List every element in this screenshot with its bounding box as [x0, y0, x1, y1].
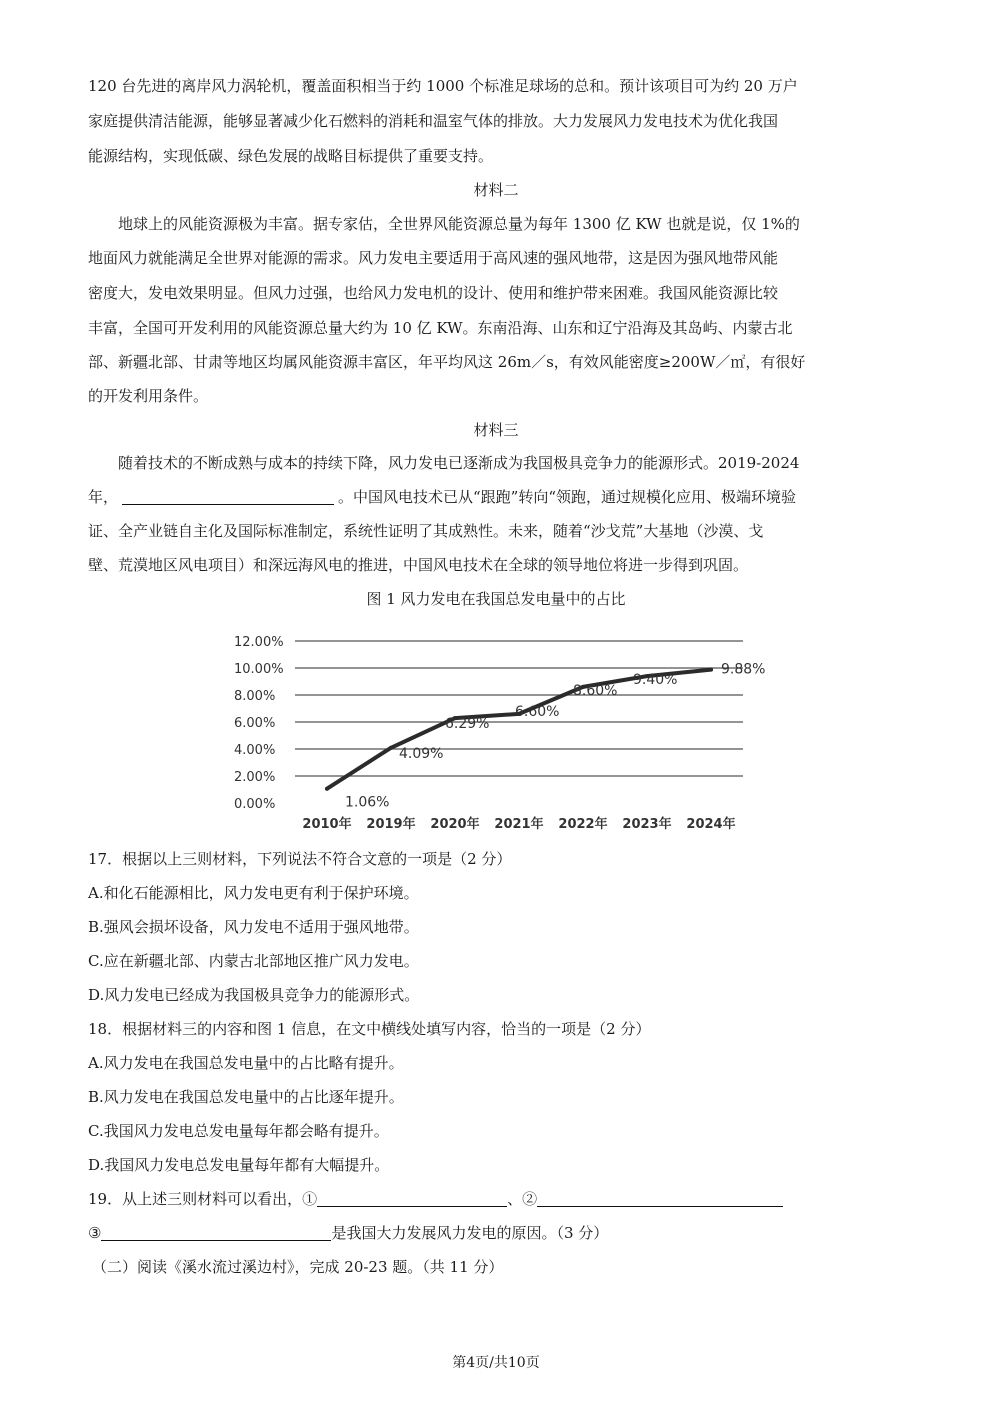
text-line: 家庭提供清洁能源，能够显著减少化石燃料的消耗和温室气体的排放。大力发展风力发电技术为优化我国 [88, 112, 779, 130]
data-point [389, 746, 393, 750]
text-line: 能源结构，实现低碳、绿色发展的战略目标提供了重要支持。 [88, 147, 494, 165]
question-19-suffix: 是我国大力发展风力发电的原因。（3 分） [331, 1224, 609, 1242]
y-tick-label: 2.00% [234, 770, 276, 785]
text-line [88, 487, 903, 507]
text-line: 证、全产业链自主化及国际标准制定，系统性证明了其成熟性。未来，随着“沙戈荒”大基地（沙漠、戈 [88, 522, 764, 540]
x-tick-label: 2019年 [366, 817, 416, 832]
section-heading: （二）阅读《溪水流过溪边村》，完成 20-23 题。（共 11 分） [92, 1258, 504, 1276]
fill-in-blank[interactable] [122, 488, 334, 505]
question-19-prefix: 19．从上述三则材料可以看出，① [88, 1190, 318, 1208]
answer-blank-2[interactable] [537, 1190, 783, 1207]
answer-blank-3[interactable] [101, 1224, 331, 1241]
data-label: 8.60% [573, 682, 618, 699]
x-tick-label: 2023年 [622, 817, 672, 832]
data-label: 1.06% [345, 794, 390, 811]
question-17-option-a[interactable]: A.和化石能源相比，风力发电更有利于保护环境。 [88, 884, 419, 902]
material3-title: 材料三 [473, 421, 519, 439]
y-tick-label: 0.00% [234, 797, 276, 812]
question-18-option-d[interactable]: D.我国风力发电总发电量每年都有大幅提升。 [88, 1156, 390, 1174]
x-tick-label: 2024年 [686, 817, 736, 832]
circle-number-3: ③ [88, 1224, 102, 1242]
data-point [709, 668, 713, 672]
data-label: 6.29% [445, 716, 490, 733]
wind-power-share-chart [230, 625, 765, 837]
text-line: 密度大，发电效果明显。但风力过强，也给风力发电机的设计、使用和维护带来困难。我国风能资源比较 [88, 284, 779, 302]
question-17-stem: 17．根据以上三则材料，下列说法不符合文意的一项是（2 分） [88, 850, 512, 868]
text-line: 丰富，全国可开发利用的风能资源总量大约为 10 亿 KW。东南沿海、山东和辽宁沿海及其岛屿、内蒙古北 [88, 319, 793, 337]
data-label: 9.88% [721, 661, 765, 678]
question-17-option-d[interactable]: D.风力发电已经成为我国极具竞争力的能源形式。 [88, 986, 420, 1004]
y-tick-label: 8.00% [234, 689, 276, 704]
page-number: 第4页/共10页 [452, 1355, 540, 1371]
data-label: 4.09% [399, 745, 444, 762]
data-point [325, 787, 329, 791]
x-tick-label: 2020年 [430, 817, 480, 832]
question-19-separator: 、② [507, 1190, 538, 1208]
x-tick-label: 2022年 [558, 817, 608, 832]
question-18-option-c[interactable]: C.我国风力发电总发电量每年都会略有提升。 [88, 1122, 389, 1140]
figure-caption: 图 1 风力发电在我国总发电量中的占比 [366, 590, 626, 608]
y-tick-label: 4.00% [234, 743, 276, 758]
x-tick-label: 2021年 [494, 817, 544, 832]
text-line: 壁、荒漠地区风电项目）和深远海风电的推进，中国风电技术在全球的领导地位将进一步得到巩固。 [88, 556, 749, 574]
x-tick-label: 2010年 [302, 817, 352, 832]
question-19-line2 [88, 1223, 903, 1243]
question-17-option-b[interactable]: B.强风会损坏设备，风力发电不适用于强风地带。 [88, 918, 419, 936]
material2-title: 材料二 [473, 181, 519, 199]
y-tick-label: 10.00% [234, 662, 284, 677]
text-line: 地面风力就能满足全世界对能源的需求。风力发电主要适用于高风速的强风地带，这是因为强风地带风能 [88, 249, 779, 267]
question-18-stem: 18．根据材料三的内容和图 1 信息，在文中横线处填写内容，恰当的一项是（2 分） [88, 1020, 651, 1038]
text-line: 120 台先进的离岸风力涡轮机，覆盖面积相当于约 1000 个标准足球场的总和。预计该项目可为约 20 万户 [88, 77, 798, 95]
text-line: 地球上的风能资源极为丰富。据专家估，全世界风能资源总量为每年 1300 亿 KW 也就是说，仅 1%的 [118, 215, 800, 233]
answer-blank-1[interactable] [317, 1190, 507, 1207]
question-18-option-a[interactable]: A.风力发电在我国总发电量中的占比略有提升。 [88, 1054, 404, 1072]
text-line: 部、新疆北部、甘肃等地区均属风能资源丰富区，年平均风这 26m／s，有效风能密度≥200W／㎡，有很好 [88, 353, 806, 371]
y-tick-label: 6.00% [234, 716, 276, 731]
text-fragment: 。中国风电技术已从“跟跑”转向“领跑，通过规模化应用、极端环境验 [338, 488, 797, 506]
question-17-option-c[interactable]: C.应在新疆北部、内蒙古北部地区推广风力发电。 [88, 952, 419, 970]
question-19-line1 [88, 1189, 903, 1209]
y-tick-label: 12.00% [234, 635, 284, 650]
text-line: 随着技术的不断成熟与成本的持续下降，风力发电已逐渐成为我国极具竞争力的能源形式。2019-2024 [118, 454, 800, 472]
text-line: 的开发利用条件。 [88, 387, 209, 405]
question-18-option-b[interactable]: B.风力发电在我国总发电量中的占比逐年提升。 [88, 1088, 404, 1106]
text-fragment: 年， [88, 488, 119, 506]
data-label: 9.40% [633, 672, 678, 689]
data-label: 6.60% [515, 703, 560, 720]
